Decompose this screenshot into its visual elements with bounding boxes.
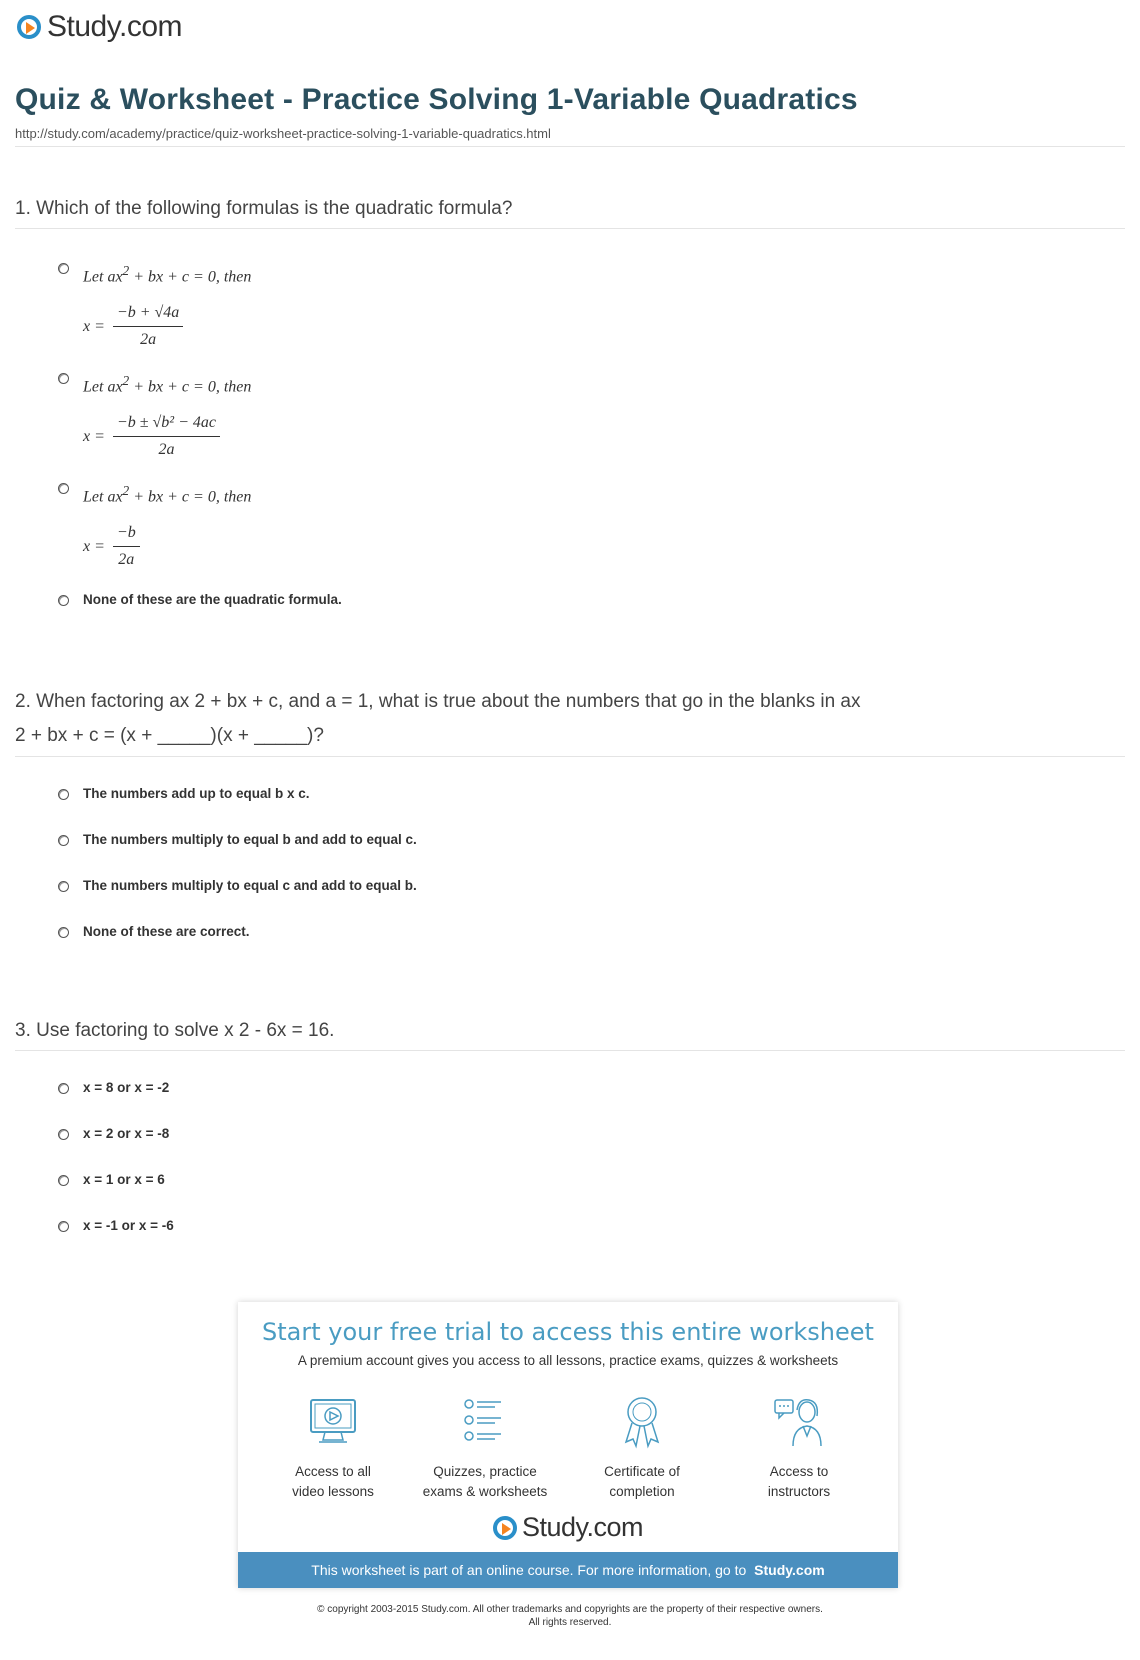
q3-option-c[interactable] bbox=[58, 1172, 165, 1187]
fraction bbox=[113, 522, 140, 571]
divider bbox=[15, 756, 1125, 757]
feature-label-line: Certificate of bbox=[604, 1464, 680, 1479]
radio-button[interactable] bbox=[58, 483, 69, 494]
option-label: None of these are correct. bbox=[83, 924, 250, 939]
play-logo-icon bbox=[493, 1516, 517, 1540]
q2-option-c[interactable] bbox=[58, 878, 417, 893]
exponent: 2 bbox=[122, 483, 130, 498]
radio-button[interactable] bbox=[58, 927, 69, 938]
feature-label-line: Quizzes, practice bbox=[433, 1464, 537, 1479]
q3-option-b[interactable] bbox=[58, 1126, 169, 1141]
radio-button[interactable] bbox=[58, 263, 69, 274]
promo-logo-text: Study.com bbox=[521, 1512, 644, 1542]
feature-label bbox=[258, 1462, 408, 1502]
q2-option-a[interactable] bbox=[58, 786, 310, 801]
formula-let: Let ax bbox=[83, 488, 123, 506]
q1-option-a[interactable] bbox=[58, 260, 251, 351]
promo-logo[interactable] bbox=[238, 1512, 898, 1543]
promo-info-bar bbox=[238, 1552, 898, 1588]
formula-block bbox=[83, 260, 251, 351]
promo-bar-text: This worksheet is part of an online course. For more information, go to bbox=[311, 1562, 747, 1578]
formula-lhs: x = bbox=[83, 317, 105, 335]
page-url[interactable]: http://study.com/academy/practice/quiz-worksheet-practice-solving-1-variable-quadratics.html bbox=[15, 126, 551, 141]
q3-option-d[interactable] bbox=[58, 1218, 174, 1233]
question-2-line-1: 2. When factoring ax 2 + bx + c, and a = 1, what is true about the numbers that go in the blanks in ax bbox=[15, 691, 861, 712]
numerator: −b + √4a bbox=[113, 302, 183, 327]
denominator: 2a bbox=[140, 331, 157, 349]
numerator: −b ± √b² − 4ac bbox=[113, 412, 220, 437]
formula-rest: + bx + c = 0, then bbox=[129, 378, 252, 396]
option-label: The numbers add up to equal b x c. bbox=[83, 786, 310, 801]
copyright-line: All rights reserved. bbox=[528, 1617, 612, 1628]
formula-let: Let ax bbox=[83, 268, 123, 286]
copyright-footer bbox=[0, 1603, 1140, 1629]
logo-text: Study.com bbox=[47, 10, 182, 43]
option-label: None of these are the quadratic formula. bbox=[83, 592, 342, 607]
feature-label-line: Access to bbox=[769, 1464, 829, 1479]
numerator: −b bbox=[113, 522, 140, 547]
feature-label-line: video lessons bbox=[292, 1484, 374, 1499]
radio-button[interactable] bbox=[58, 1221, 69, 1232]
q2-option-b[interactable] bbox=[58, 832, 417, 847]
divider bbox=[15, 1050, 1125, 1051]
radio-button[interactable] bbox=[58, 373, 69, 384]
q1-option-d[interactable] bbox=[58, 592, 342, 607]
radio-button[interactable] bbox=[58, 1129, 69, 1140]
q2-option-d[interactable] bbox=[58, 924, 250, 939]
site-logo[interactable] bbox=[17, 10, 182, 44]
exponent: 2 bbox=[122, 263, 130, 278]
feature-label bbox=[724, 1462, 874, 1502]
question-1: 1. Which of the following formulas is the quadratic formula? bbox=[15, 198, 513, 219]
denominator: 2a bbox=[158, 441, 175, 459]
formula-let: Let ax bbox=[83, 378, 123, 396]
promo-headline[interactable]: Start your free trial to access this entire worksheet bbox=[262, 1318, 874, 1346]
denominator: 2a bbox=[118, 551, 135, 569]
option-label: x = 2 or x = -8 bbox=[83, 1126, 170, 1141]
question-2 bbox=[15, 685, 1125, 753]
studycom-link[interactable]: Study.com bbox=[754, 1562, 825, 1578]
question-3: 3. Use factoring to solve x 2 - 6x = 16. bbox=[15, 1020, 335, 1041]
radio-button[interactable] bbox=[58, 881, 69, 892]
copyright-line: © copyright 2003-2015 Study.com. All other trademarks and copyrights are the property of their respective owners. bbox=[317, 1604, 823, 1615]
option-label: x = 8 or x = -2 bbox=[83, 1080, 170, 1095]
radio-button[interactable] bbox=[58, 595, 69, 606]
formula-rest: + bx + c = 0, then bbox=[129, 488, 252, 506]
formula-block bbox=[83, 480, 251, 571]
feature-label-line: instructors bbox=[767, 1484, 831, 1499]
instructor-icon bbox=[771, 1394, 827, 1450]
feature-label-line: Access to all bbox=[295, 1464, 371, 1479]
formula-rest: + bx + c = 0, then bbox=[129, 268, 252, 286]
q1-option-c[interactable] bbox=[58, 480, 251, 571]
feature-video-lessons bbox=[258, 1394, 408, 1502]
feature-instructors bbox=[724, 1394, 874, 1502]
fraction bbox=[113, 412, 220, 461]
formula-lhs: x = bbox=[83, 537, 105, 555]
question-2-line-2: 2 + bx + c = (x + _____)(x + _____)? bbox=[15, 725, 324, 746]
quiz-list-icon bbox=[457, 1394, 513, 1450]
divider bbox=[15, 228, 1125, 229]
exponent: 2 bbox=[122, 373, 130, 388]
radio-button[interactable] bbox=[58, 1175, 69, 1186]
option-label: x = 1 or x = 6 bbox=[83, 1172, 165, 1187]
feature-certificate bbox=[567, 1394, 717, 1502]
play-logo-icon bbox=[17, 15, 41, 39]
feature-label bbox=[567, 1462, 717, 1502]
certificate-icon bbox=[614, 1394, 670, 1450]
radio-button[interactable] bbox=[58, 789, 69, 800]
free-trial-promo bbox=[238, 1302, 898, 1588]
video-lesson-icon bbox=[305, 1394, 361, 1450]
fraction bbox=[113, 302, 183, 351]
q1-option-b[interactable] bbox=[58, 370, 251, 461]
promo-subline: A premium account gives you access to all lessons, practice exams, quizzes & worksheets bbox=[297, 1353, 839, 1368]
radio-button[interactable] bbox=[58, 1083, 69, 1094]
feature-label-line: exams & worksheets bbox=[422, 1484, 548, 1499]
divider bbox=[15, 146, 1125, 147]
page-title: Quiz & Worksheet - Practice Solving 1-Variable Quadratics bbox=[15, 83, 858, 116]
q3-option-a[interactable] bbox=[58, 1080, 169, 1095]
option-label: The numbers multiply to equal b and add to equal c. bbox=[83, 832, 417, 847]
radio-button[interactable] bbox=[58, 835, 69, 846]
feature-quizzes bbox=[410, 1394, 560, 1502]
formula-lhs: x = bbox=[83, 427, 105, 445]
formula-block bbox=[83, 370, 251, 461]
feature-label bbox=[410, 1462, 560, 1502]
option-label: The numbers multiply to equal c and add to equal b. bbox=[83, 878, 417, 893]
option-label: x = -1 or x = -6 bbox=[83, 1218, 174, 1233]
feature-label-line: completion bbox=[609, 1484, 675, 1499]
